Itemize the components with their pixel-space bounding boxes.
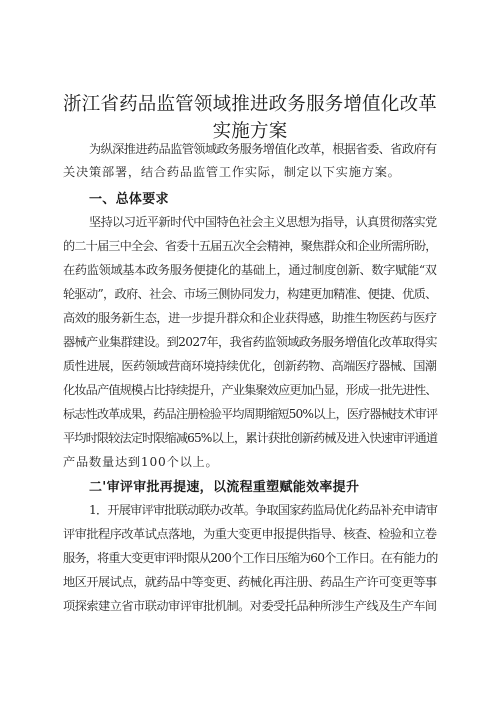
paragraph-line: 1．开展审评审批联动联办改革。争取国家药监局优化药品补充申请审	[89, 503, 438, 517]
paragraph-line: 产品数量达到100个以上。	[63, 455, 219, 469]
paragraph-line: 项探索建立省市联动审评审批机制。对委受托品种所涉生产线及生产车间	[63, 599, 437, 613]
paragraph-line: 标志性改革成果，药品注册检验平均周期缩短50%以上，医疗器械技术审评	[63, 407, 438, 421]
section-heading: 二'审评审批再提速，以流程重塑赋能效率提升	[89, 480, 360, 495]
paragraph-line: 高效的服务新生态，进一步提升群众和企业获得感，助推生物医药与医疗	[63, 311, 437, 325]
paragraph-line: 化妆品产值规模占比持续提升，产业集聚效应更加凸显，形成一批先进性、	[63, 383, 437, 397]
paragraph-line: 在药监领域基本政务服务便捷化的基础上，通过制度创新、数字赋能“双	[63, 263, 437, 277]
paragraph-line: 器械产业集群建设。到2027年，我省药监领域政务服务增值化改革取得实	[63, 335, 437, 349]
paragraph-line: 评审批程序改革试点落地，为重大变更申报提供指导、核查、检验和立卷	[63, 527, 437, 541]
paragraph-line: 服务，将重大变更审评时限从200个工作日压缩为60个工作日。在有能力的	[63, 551, 438, 565]
paragraph-line: 的二十届三中全会、省委十五届五次全会精神，聚焦群众和企业所需所盼，	[63, 239, 437, 253]
paragraph-line: 质性进展，医药领域营商环境持续优化，创新药物、高端医疗器械、国潮	[63, 359, 437, 373]
document-title-line2: 实施方案	[212, 121, 288, 142]
paragraph-line: 轮驱动”，政府、社会、市场三侧协同发力，构建更加精准、便捷、优质、	[63, 287, 437, 301]
section-heading: 一、总体要求	[89, 192, 169, 207]
intro-line: 关决策部署，结合药品监管工作实际，制定以下实施方案。	[63, 165, 401, 179]
paragraph-line: 地区开展试点，就药品中等变更、药械化再注册、药品生产许可变更等事	[63, 575, 437, 589]
paragraph-line: 坚持以习近平新时代中国特色社会主义思想为指导，认真贯彻落实党	[89, 215, 437, 229]
paragraph-line: 平均时限较法定时限缩减65%以上，累计获批创新药械及进入快速审评通道	[63, 431, 438, 445]
document-title: 浙江省药品监管领域推进政务服务增值化改革	[62, 94, 437, 115]
intro-line: 为纵深推进药品监管领域政务服务增值化改革，根据省委、省政府有	[89, 142, 437, 156]
